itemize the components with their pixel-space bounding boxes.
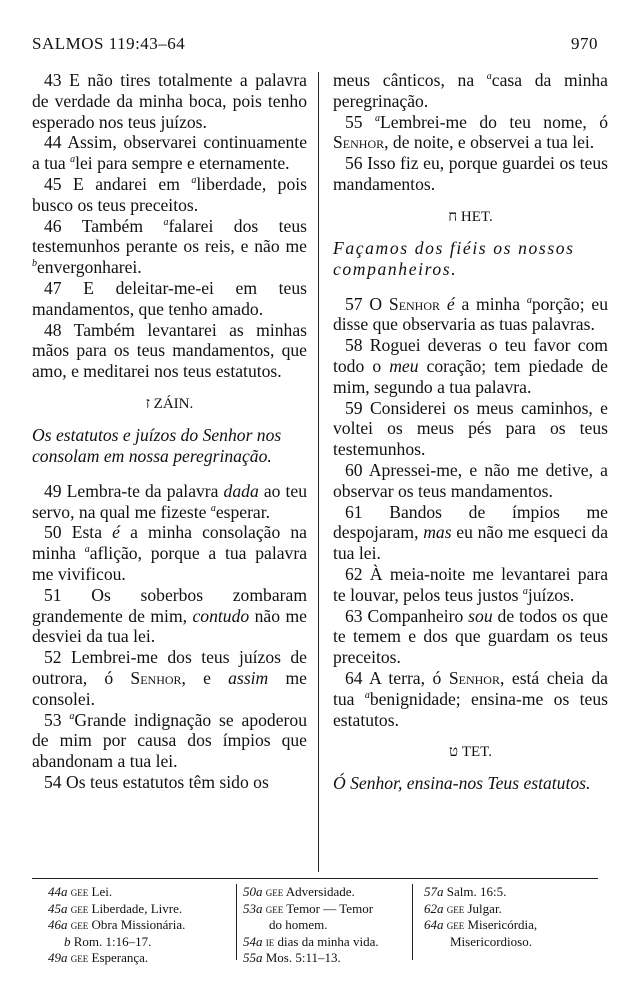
verse-58	[333, 335, 608, 397]
footnote-text: Salm. 16:5.	[446, 884, 507, 899]
footnote	[243, 934, 403, 951]
verse-44	[32, 132, 307, 174]
footnote-continuation	[424, 934, 614, 951]
footnote-marker: a	[375, 112, 381, 124]
footnote-text: Rom. 1:16–17.	[73, 933, 152, 949]
section-heading-zain: ז ZÁIN.	[145, 395, 194, 412]
verse-text: 64 A terra, ó	[345, 667, 449, 688]
italic-word: meu	[389, 355, 419, 376]
verse-text: envergonharei.	[37, 257, 142, 278]
italic-word: sou	[468, 605, 493, 626]
footnote-text: dias da minha vida.	[277, 933, 379, 949]
verse-54-continued	[333, 70, 608, 112]
verse-54	[32, 772, 307, 793]
footnote-marker: a	[70, 154, 76, 166]
verse-text: Lembrei-me do teu nome, ó	[380, 111, 608, 132]
footnote	[48, 950, 228, 967]
footnote-text: Mos. 5:11–13.	[265, 950, 341, 966]
italic-word: é	[440, 293, 455, 314]
verse-text: 53	[44, 709, 70, 730]
verse-50	[32, 522, 307, 584]
verse-text: coração; tem piedade de mim, segundo a tua palavra.	[333, 355, 608, 397]
verse-57	[333, 294, 608, 336]
verse-45	[32, 174, 307, 216]
verse-60	[333, 460, 608, 502]
footnote-marker: a	[163, 216, 169, 228]
section-heading-het: ח HET.	[448, 208, 493, 225]
footnote	[424, 917, 614, 934]
verse-61	[333, 502, 608, 564]
footnote-column-divider	[236, 884, 237, 960]
verse-text: 44 Assim, observarei continuamente a tua	[32, 132, 307, 174]
verse-text: 48 Também levantarei as minhas mãos para os teus mandamentos, que amo, e meditarei nos teus estatutos.	[32, 319, 307, 382]
verse-text: 56 Isso fiz eu, porque guardei os teus mandamentos.	[333, 153, 608, 194]
footnote-marker: a	[210, 502, 216, 514]
verse-text: a minha consolação na minha	[32, 522, 307, 564]
verse-text: , está cheia da tua	[333, 667, 608, 709]
verse-text: 62 À meia-noite me levantarei para te louvar, pelos teus justos	[333, 563, 608, 605]
footnote-marker: a	[486, 71, 492, 83]
footnote-marker: a	[522, 585, 528, 597]
italic-word: mas	[423, 522, 452, 543]
footnote-key: 44a	[48, 884, 68, 899]
verse-text: , de noite, e observei a tua lei.	[384, 132, 595, 153]
verse-64	[333, 668, 608, 730]
footnotes-column-3	[424, 884, 614, 950]
verse-text: 45 E andarei em	[44, 173, 192, 194]
footnote-text: Esperança.	[91, 950, 149, 966]
verse-text: 58 Roguei deveras o teu favor com todo o	[333, 335, 608, 376]
verse-text: 50 Esta	[44, 522, 113, 543]
verse-text: juízos.	[527, 584, 575, 605]
verse-62	[333, 564, 608, 606]
section-intro-tet: Ó Senhor, ensina-nos Teus estatutos.	[333, 773, 591, 794]
footnote-text: do homem.	[269, 917, 328, 933]
column-divider	[318, 72, 319, 872]
footnote-key: 49a	[48, 950, 68, 966]
verse-51	[32, 585, 307, 647]
footnote	[48, 917, 228, 934]
footnote-ref-type: gee	[70, 917, 89, 933]
footnote-ref-type: gee	[265, 900, 284, 916]
divine-name: Senhor	[333, 132, 385, 153]
footnote-text: Liberdade, Livre.	[91, 900, 183, 916]
verse-46	[32, 216, 307, 278]
verse-52	[32, 647, 307, 709]
verse-text: 61 Bandos de ímpios me despojaram,	[333, 501, 608, 543]
verse-text: 46 Também	[44, 215, 164, 236]
verse-text: lei para sempre e eternamente.	[75, 153, 290, 174]
right-column	[333, 70, 608, 808]
verse-text: porção; eu disse que observaria as tuas palavras.	[333, 293, 608, 335]
verse-text: 54 Os teus estatutos têm sido os	[44, 771, 269, 792]
page-header	[32, 34, 598, 58]
footnote-ref-type: gee	[70, 900, 89, 916]
footnote-key: 45a	[48, 900, 68, 916]
verse-63	[333, 606, 608, 668]
verse-43	[32, 70, 307, 132]
verse-text: benignidade; ensina-me os teus estatutos.	[333, 688, 608, 730]
verse-text: 60 Apressei-me, e não me detive, a observar os teus mandamentos.	[333, 459, 608, 501]
footnote	[243, 901, 403, 918]
footnote-marker: a	[69, 710, 75, 722]
verse-text: 47 E deleitar-me-ei em teus mandamentos, que tenho amado.	[32, 277, 307, 319]
running-title: SALMOS 119:43–64	[32, 34, 186, 53]
footnote-marker: a	[84, 544, 90, 556]
footnote	[424, 884, 614, 901]
footnote-marker: b	[32, 258, 37, 270]
verse-49	[32, 481, 307, 523]
footnote-key: 62a	[424, 900, 444, 916]
footnote-key: 53a	[243, 900, 263, 916]
footnotes-column-1	[48, 884, 228, 967]
verse-text: ao teu servo, na qual me fizeste	[32, 480, 307, 522]
verse-text: liberdade, pois busco os teus preceitos.	[32, 173, 307, 215]
verse-text: não me desviei da tua lei.	[32, 605, 307, 647]
left-column	[32, 70, 307, 793]
footnote-ref-type: gee	[446, 917, 465, 933]
verse-47	[32, 278, 307, 320]
footnote	[48, 901, 228, 918]
verse-text: 57 O	[345, 293, 389, 314]
verse-text: falarei dos teus testemunhos perante os reis, e não me	[32, 215, 307, 257]
footnote-ref-type: gee	[70, 950, 89, 966]
footnote	[48, 934, 228, 951]
divine-name: Senhor	[130, 667, 182, 688]
footnote-text: Lei.	[91, 884, 113, 899]
verse-text: 51 Os soberbos zombaram grandemente de mim,	[32, 584, 307, 626]
footnote-text: Obra Missionária.	[91, 917, 186, 933]
verse-text: 63 Companheiro	[345, 605, 469, 626]
footnote-text: Temor — Temor	[286, 900, 374, 916]
footnote-ref-type: gee	[265, 884, 284, 899]
verse-56	[333, 153, 608, 195]
footnote	[424, 901, 614, 918]
verse-text: esperar.	[215, 501, 271, 522]
footnote-key: 64a	[424, 917, 444, 933]
verse-text: aflição, porque a tua palavra me vivificou.	[32, 543, 308, 584]
footnote-marker: a	[191, 175, 197, 187]
verse-text: 59 Considerei os meus caminhos, e voltei os meus pés para os teus testemunhos.	[333, 397, 608, 460]
italic-word: é	[112, 522, 120, 543]
footnote-divider	[32, 878, 598, 879]
verse-text: de todos os que te temem e dos que guardam os teus preceitos.	[333, 605, 608, 668]
footnote-text: Adversidade.	[285, 884, 355, 899]
verse-text: 55	[345, 111, 376, 132]
footnote-key: 57a	[424, 884, 444, 899]
footnote-marker: a	[364, 689, 370, 701]
footnote-ref-type: gee	[70, 884, 89, 899]
italic-word: contudo	[192, 605, 250, 626]
verse-text: 49 Lembra-te da palavra	[44, 480, 224, 501]
verse-text: 52 Lembrei-me dos teus juízos de outrora, ó	[32, 647, 307, 688]
verse-text: eu não me esqueci da tua lei.	[333, 522, 608, 564]
verse-text: 43 E não tires totalmente a palavra de verdade da minha boca, pois tenho esperado nos teus juízos.	[32, 70, 307, 132]
footnote	[243, 884, 403, 901]
divine-name: Senhor	[388, 293, 441, 314]
footnote-text: Misericórdia,	[467, 917, 538, 933]
verse-text: , e	[181, 667, 229, 688]
footnote-column-divider	[412, 884, 413, 960]
verse-text: a minha	[454, 293, 527, 314]
verse-text: Grande indignação se apoderou de mim por causa dos ímpios que abandonam a tua lei.	[32, 709, 307, 772]
verse-53	[32, 710, 307, 772]
italic-word: assim	[228, 667, 269, 688]
footnote-key: 50a	[243, 884, 263, 899]
footnote	[48, 884, 228, 901]
section-heading-tet: ט TET.	[449, 744, 492, 761]
divine-name: Senhor	[448, 667, 500, 688]
footnote-key: 54a	[243, 933, 263, 949]
footnote-ref-type: gee	[446, 900, 465, 916]
verse-59	[333, 398, 608, 460]
footnotes-column-2	[243, 884, 403, 967]
verse-48	[32, 320, 307, 382]
footnote-ref-type: ie	[265, 933, 275, 949]
page-number: 970	[571, 34, 598, 53]
section-intro-het: Façamos dos fiéis os nossos companheiros.	[333, 237, 575, 279]
footnote-key: 46a	[48, 917, 68, 933]
verse-text: me consolei.	[32, 667, 307, 709]
footnote-text: Misericordioso.	[450, 933, 532, 949]
footnote-marker: a	[526, 294, 532, 306]
footnote-text: Julgar.	[467, 900, 502, 916]
footnote-key: 55a	[243, 950, 263, 966]
italic-word: dada	[223, 480, 259, 501]
verse-55	[333, 112, 608, 154]
verse-text: meus cânticos, na	[333, 70, 487, 90]
footnote	[243, 950, 403, 967]
section-intro-zain: Os estatutos e juízos do Senhor nos consolam em nossa peregrinação.	[32, 424, 282, 466]
footnote-continuation	[243, 917, 403, 934]
verse-text: casa da minha peregrinação.	[333, 70, 608, 111]
footnote-key: b	[64, 933, 71, 949]
